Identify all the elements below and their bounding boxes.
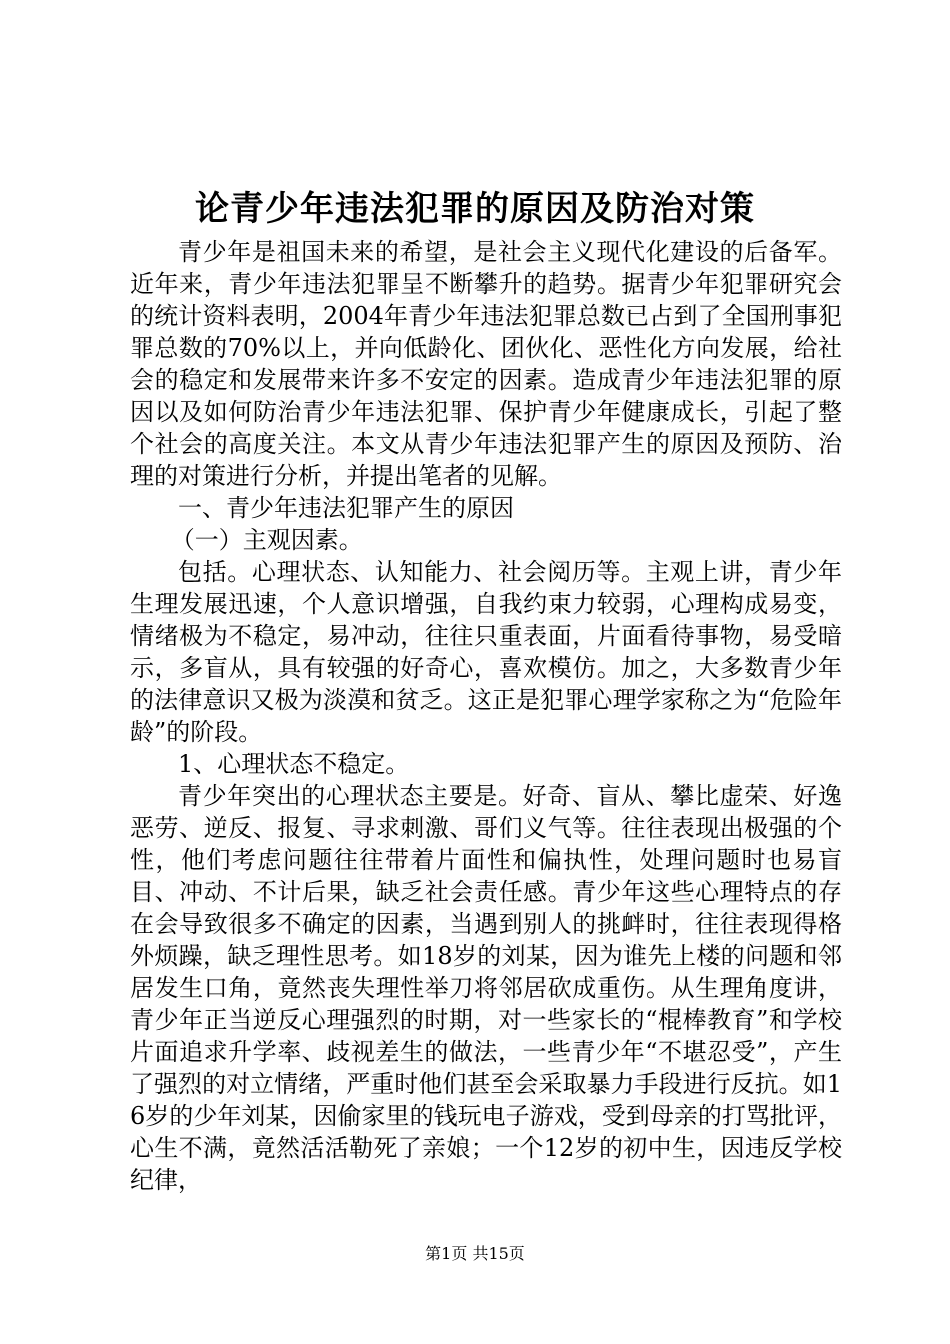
page-footer: 第1页 共15页	[425, 1244, 525, 1263]
intro-paragraph: 青少年是祖国未来的希望，是社会主义现代化建设的后备军。近年来，青少年违法犯罪呈不断攀升的趋势。据青少年犯罪研究会的统计资料表明，2004年青少年违法犯罪总数已占到了全国刑事犯罪总数的70%以上，并向低龄化、团伙化、恶性化方向发展，给社会的稳定和发展带来许多不安定的因素。造成青少年违法犯罪的原因以及如何防治青少年违法犯罪、保护青少年健康成长，引起了整个社会的高度关注。本文从青少年违法犯罪产生的原因及预防、治理的对策进行分析，并提出笔者的见解。	[130, 238, 842, 490]
document-title: 论青少年违法犯罪的原因及防治对策	[195, 189, 755, 229]
subsection-heading: （一）主观因素。	[170, 526, 363, 554]
item-heading: 1、心理状态不稳定。	[178, 750, 410, 778]
section-heading: 一、青少年违法犯罪产生的原因	[178, 494, 514, 522]
body-paragraph: 包括。心理状态、认知能力、社会阅历等。主观上讲，青少年生理发展迅速，个人意识增强，自我约束力较弱，心理构成易变，情绪极为不稳定，易冲动，往往只重表面，片面看待事物，易受暗示，多盲从，具有较强的好奇心，喜欢模仿。加之，大多数青少年的法律意识又极为淡漠和贫乏。这正是犯罪心理学家称之为“危险年龄”的阶段。	[130, 558, 842, 746]
document-body	[130, 236, 842, 1196]
body-paragraph: 青少年突出的心理状态主要是。好奇、盲从、攀比虚荣、好逸恶劳、逆反、报复、寻求刺激、哥们义气等。往往表现出极强的个性，他们考虑问题往往带着片面性和偏执性，处理问题时也易盲目、冲动、不计后果，缺乏社会责任感。青少年这些心理特点的存在会导致很多不确定的因素，当遇到别人的挑衅时，往往表现得格外烦躁，缺乏理性思考。如18岁的刘某，因为谁先上楼的问题和邻居发生口角，竟然丧失理性举刀将邻居砍成重伤。从生理角度讲，青少年正当逆反心理强烈的时期，对一些家长的“棍棒教育”和学校片面追求升学率、歧视差生的做法，一些青少年“不堪忍受”，产生了强烈的对立情绪，严重时他们甚至会采取暴力手段进行反抗。如16岁的少年刘某，因偷家里的钱玩电子游戏，受到母亲的打骂批评，心生不满，竟然活活勒死了亲娘；一个12岁的初中生，因违反学校纪律，	[130, 782, 842, 1194]
